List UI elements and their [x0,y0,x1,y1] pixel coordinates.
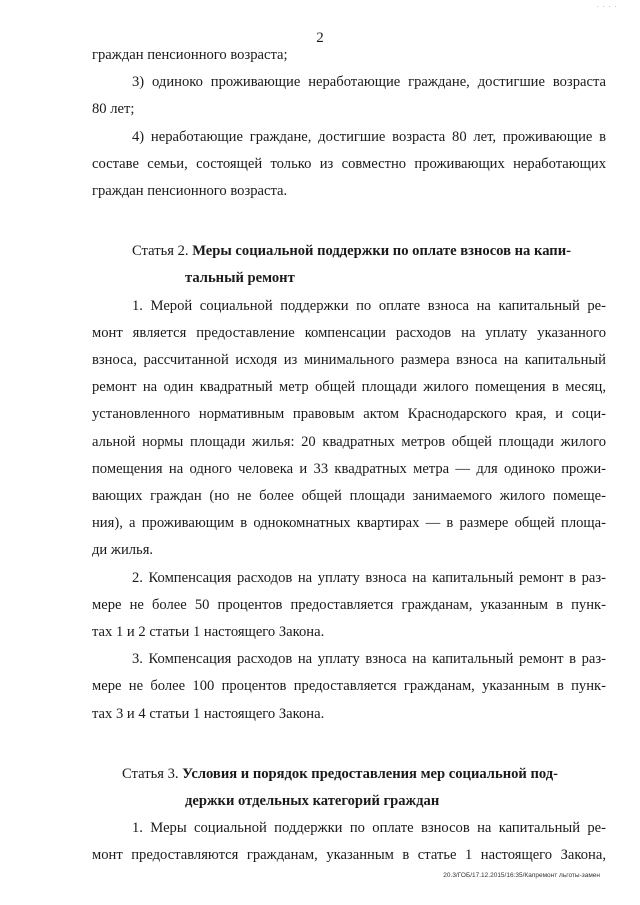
text-line: 3) одиноко проживающие неработающие граждане, достигшие возраста [132,74,606,91]
text-line: тах 1 и 2 статьи 1 настоящего Закона. [92,624,325,641]
text-line: ди жилья. [92,542,154,559]
article-3-paragraph-1 [92,815,606,869]
list-item-3 [92,69,606,123]
text-line: граждан пенсионного возраста. [92,183,288,200]
text-line: 3. Компенсация расходов на уплату взноса на капитальный ремонт в раз- [132,651,606,668]
text-line: взноса, рассчитанной исходя из минимального размера взноса на капитальный [92,352,606,369]
text-line: ремонт на один квадратный метр общей площади жилого помещения в месяц, [92,379,606,396]
article-2-paragraph-2 [92,565,606,647]
article-2-title: Меры социальной поддержки по оплате взносов на капи- [192,243,571,260]
text-line: 80 лет; [92,101,135,118]
text-line: граждан пенсионного возраста; [92,47,288,63]
article-3-title-cont: держки отдельных категорий граждан [185,793,440,810]
text-line: альной нормы площади жилья: 20 квадратных метров общей площади жилого [92,433,606,450]
text-line: 2. Компенсация расходов на уплату взноса на капитальный ремонт в раз- [132,569,606,586]
text-line: составе семьи, состоящей только из совместно проживающих неработающих [92,155,606,172]
article-3-label: Статья 3. [122,765,179,782]
article-3-heading [92,761,606,815]
list-item-4 [92,124,606,206]
document-footer-meta: 20.3/ГОБ/17.12.2015/16:35/Капремонт льготы-замен [443,872,600,879]
document-body [92,42,606,870]
article-2-title-cont: тальный ремонт [185,270,295,287]
article-2-label: Статья 2. [132,243,189,260]
text-line: вающих граждан (но не более общей площади занимаемого жилого помеще- [92,488,606,505]
text-line: 4) неработающие граждане, достигшие возраста 80 лет, проживающие в [132,128,606,145]
text-line: установленного нормативным правовым актом Краснодарского края, и соци- [92,406,606,423]
text-line: ния), а проживающим в однокомнатных квартирах — в размере общей площа- [92,515,606,532]
text-line: тах 3 и 4 статьи 1 настоящего Закона. [92,705,325,722]
text-line: монт предоставляются гражданам, указанным в статье 1 настоящего Закона, [92,847,606,864]
page-number: 2 [316,30,324,46]
article-3-title: Условия и порядок предоставления мер социальной под- [182,765,558,782]
article-2-paragraph-1 [92,293,606,565]
text-line: 1. Меры социальной поддержки по оплате взносов на капитальный ре- [132,820,606,837]
intro-paragraph [92,42,606,69]
text-line: монт является предоставление компенсации расходов на уплату указанного [92,324,606,341]
article-2-paragraph-3 [92,646,606,728]
text-line: мере не более 100 процентов предоставляется гражданам, указанным в пунк- [92,678,606,695]
text-line: 1. Мерой социальной поддержки по оплате взноса на капитальный ре- [132,297,606,314]
corner-mark: · · · · [596,3,618,11]
article-2-heading [92,238,606,292]
text-line: мере не более 50 процентов предоставляется гражданам, указанным в пунк- [92,596,606,613]
text-line: помещения на одного человека и 33 квадратных метра — для одиноко прожи- [92,460,606,477]
